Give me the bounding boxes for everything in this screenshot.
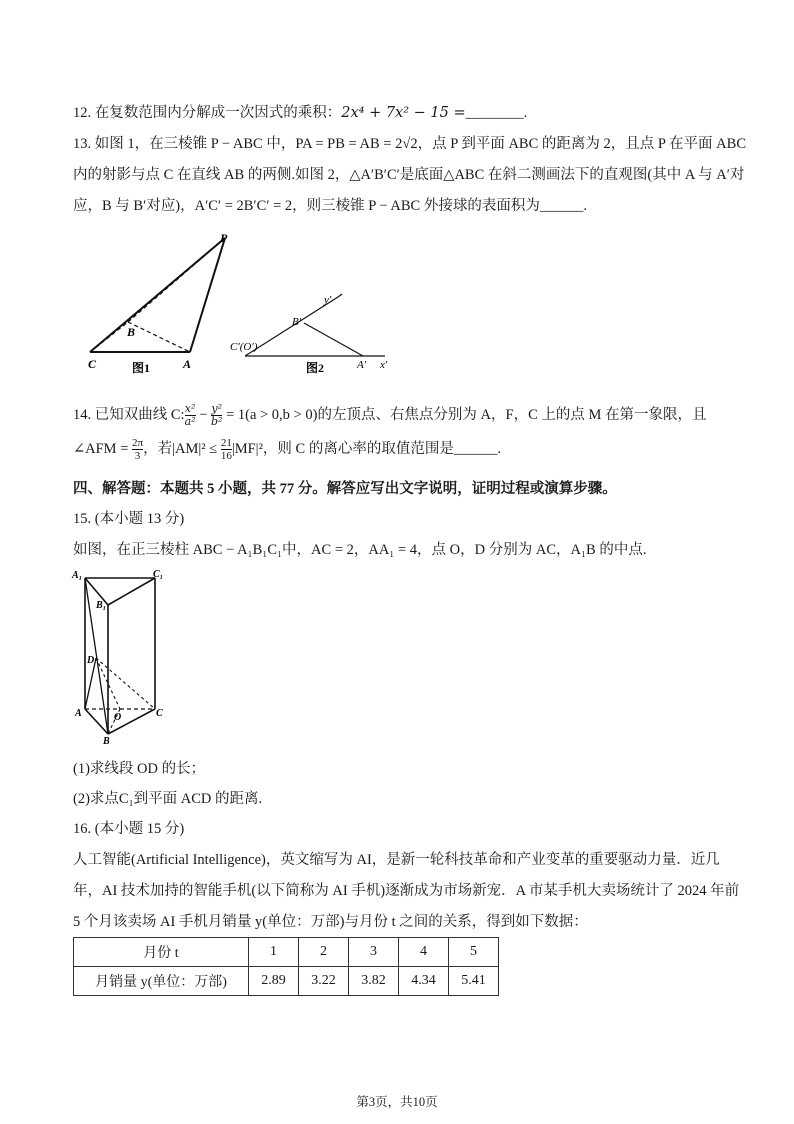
table-header-sales: 月销量 y(单位：万部) bbox=[74, 967, 249, 996]
page-footer: 第3页，共10页 bbox=[356, 1095, 438, 1109]
q15-part-1: (1)求线段 OD 的长； bbox=[73, 761, 206, 777]
prism-label-a: A bbox=[75, 708, 82, 719]
question-12 bbox=[73, 104, 527, 122]
fig2-label-c: C′(O′) bbox=[230, 341, 258, 353]
fig1-label-c: C bbox=[88, 357, 97, 371]
section-4-heading: 四、解答题：本题共 5 小题，共 77 分。解答应写出文字说明，证明过程或演算步骤。 bbox=[73, 481, 617, 497]
q14-line-2: ∠AFM = $\frac{2\pi}{3}$ ，若|AM|² ≤ $\frac{21}{16}$ |MF|²，则 C 的离心率的取值范围是______. bbox=[73, 437, 501, 463]
q16-header: 16. (本小题 15 分) bbox=[73, 821, 185, 837]
fig2-label-a: A′ bbox=[357, 359, 367, 371]
q14-fraction-x: $\frac{\text{x²}}{\text{a²}}$ bbox=[184, 402, 196, 429]
table-cell: 5 bbox=[449, 938, 499, 967]
q12-text: 12. 在复数范围内分解成一次因式的乘积： bbox=[73, 105, 342, 121]
prism-label-b: B bbox=[103, 736, 110, 746]
table-cell: 2 bbox=[299, 938, 349, 967]
fig2-caption: 图2 bbox=[306, 361, 325, 375]
table-cell: 3 bbox=[349, 938, 399, 967]
q14-fraction-y: $\frac{\text{y²}}{\text{b²}}$ bbox=[210, 402, 223, 429]
fig2-label-b: B′ bbox=[292, 316, 302, 328]
fig1-caption: 图1 bbox=[132, 361, 151, 375]
q16-line-2: 年，AI 技术加持的智能手机(以下简称为 AI 手机)逐渐成为市场新宠．A 市某手机大卖场统计了 2024 年前 bbox=[73, 883, 740, 899]
fig1-label-b: B bbox=[127, 325, 136, 339]
fig2-label-x: x′ bbox=[380, 359, 388, 371]
table-header-month: 月份 t bbox=[74, 938, 249, 967]
q16-line-1: 人工智能(Artificial Intelligence)，英文缩写为 AI，是新一轮科技革命和产业变革的重要驱动力量．近几 bbox=[73, 852, 720, 868]
fig2-label-y: y′ bbox=[324, 294, 332, 306]
table-cell: 5.41 bbox=[449, 967, 499, 996]
table-cell: 3.22 bbox=[299, 967, 349, 996]
q13-line-3: 应，B 与 B′对应)，A′C′ = 2B′C′ = 2，则三棱锥 P − ABC 外接球的表面积为______. bbox=[73, 198, 587, 214]
q14-fraction-angle: $\frac{2\pi}{3}$ bbox=[132, 437, 144, 463]
prism-label-a1: A₁ bbox=[72, 570, 83, 581]
figure-1-pyramid bbox=[88, 231, 228, 375]
table-row-sales bbox=[74, 967, 499, 996]
table-row-months bbox=[74, 938, 499, 967]
figure-2-oblique-view bbox=[230, 294, 388, 375]
q15-stem: 如图，在正三棱柱 ABC − A₁B₁C₁中，AC = 2，AA₁ = 4，点 O，D 分别为 AC，A₁B 的中点. bbox=[73, 542, 647, 558]
q13-line-1: 13. 如图 1，在三棱锥 P − ABC 中，PA = PB = AB = 2√2，点 P 到平面 ABC 的距离为 2，且点 P 在平面 ABC bbox=[73, 136, 746, 152]
q16-line-3: 5 个月该卖场 AI 手机月销量 y(单位：万部)与月份 t 之间的关系，得到如下数据： bbox=[73, 914, 588, 930]
fig1-label-a: A bbox=[183, 357, 192, 371]
fig1-label-p: P bbox=[220, 231, 228, 245]
table-cell: 4.34 bbox=[399, 967, 449, 996]
prism-label-b1: B₁ bbox=[96, 600, 107, 611]
prism-label-c: C bbox=[156, 708, 163, 719]
q13-line-2: 内的射影与点 C 在直线 AB 的两侧.如图 2，△A′B′C′是底面△ABC 在斜二测画法下的直观图(其中 A 与 A′对 bbox=[73, 167, 745, 183]
q14-prefix: 14. 已知双曲线 C: bbox=[73, 407, 185, 423]
q12-expression: 2x⁴ + 7x² − 15 = bbox=[341, 105, 466, 121]
q13-figures bbox=[80, 228, 410, 378]
q14-line-1: 14. 已知双曲线 C: $\frac{\text{x²}}{\text{a²}}$ − $\frac{\text{y²}}{\text{b²}}$ = 1(a > 0,b > 0)的左顶点、右焦点分别为 A，F，C 上的点 M 在第一象限，且 bbox=[73, 402, 707, 429]
table-cell: 3.82 bbox=[349, 967, 399, 996]
q14-line-1-rest: = 1(a > 0,b > 0)的左顶点、右焦点分别为 A，F，C 上的点 M 在第一象限，且 bbox=[222, 407, 707, 423]
q15-header: 15. (本小题 13 分) bbox=[73, 511, 185, 527]
table-cell: 2.89 bbox=[249, 967, 299, 996]
sales-data-table bbox=[73, 937, 499, 996]
q15-prism-figure bbox=[70, 566, 170, 746]
q15-part-2: (2)求点C₁到平面 ACD 的距离. bbox=[73, 791, 263, 807]
prism-label-o: O bbox=[114, 712, 122, 723]
prism-label-c1: C₁ bbox=[153, 569, 164, 580]
table-cell: 4 bbox=[399, 938, 449, 967]
prism-label-d: D bbox=[87, 655, 95, 666]
q14-fraction-ratio: $\frac{21}{16}$ bbox=[220, 437, 232, 463]
q12-blank: ________. bbox=[465, 105, 528, 121]
table-cell: 1 bbox=[249, 938, 299, 967]
